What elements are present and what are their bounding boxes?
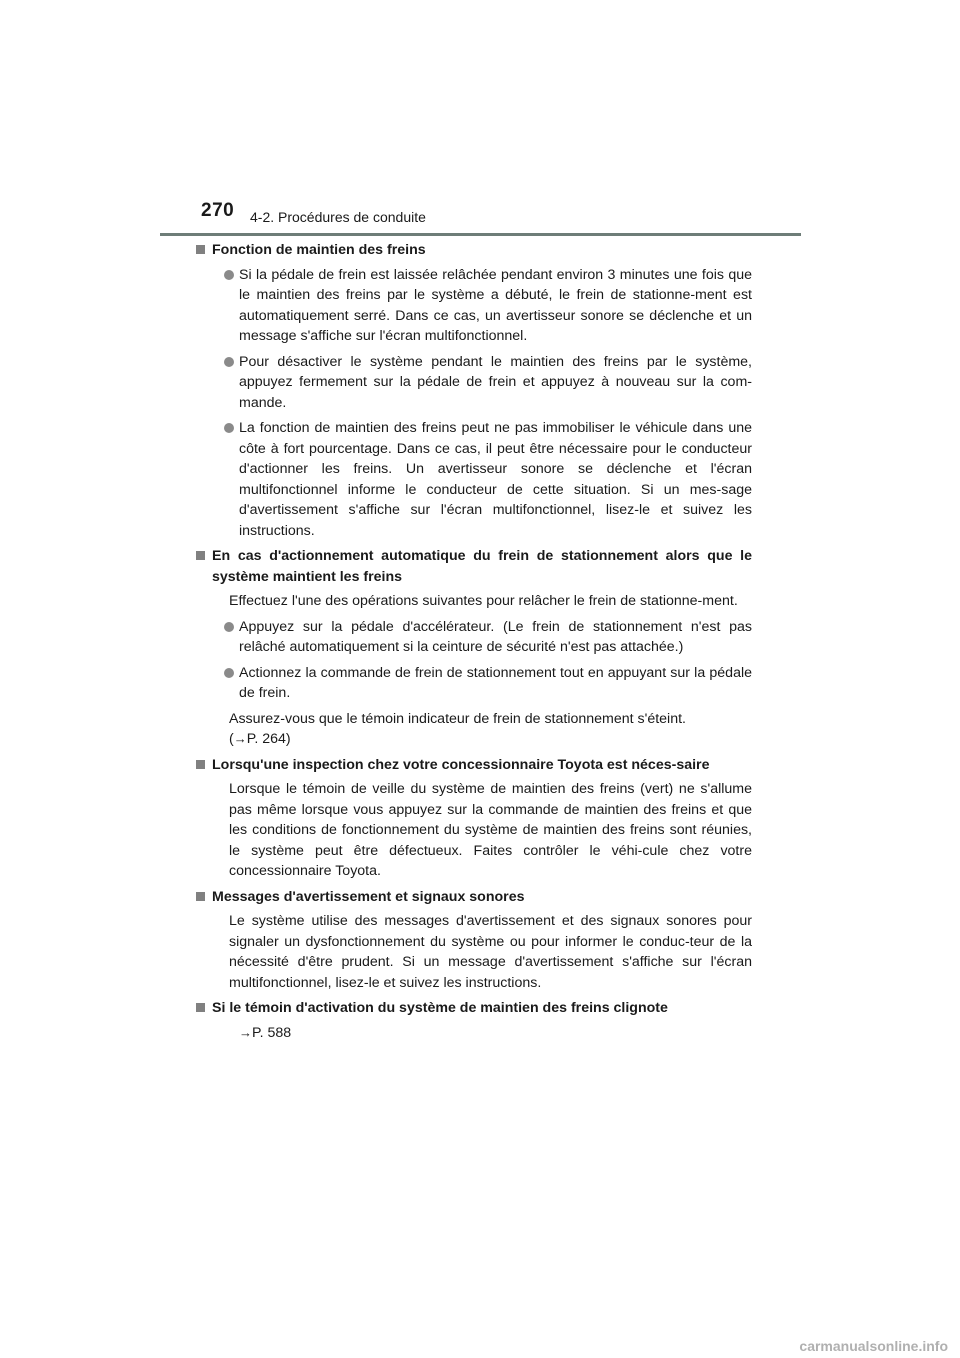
section-heading bbox=[196, 887, 752, 908]
header-divider bbox=[160, 233, 801, 236]
arrow-right-icon: → bbox=[239, 1024, 252, 1040]
page-reference[interactable] bbox=[229, 731, 291, 747]
paragraph-text: Assurez-vous que le témoin indicateur de frein de stationnement s'éteint. bbox=[229, 710, 686, 727]
ref-text: P. 264) bbox=[246, 731, 291, 747]
ref-text: P. 588 bbox=[252, 1024, 292, 1041]
list-item bbox=[196, 352, 752, 414]
list-item-text: Si la pédale de frein est laissée relâchée pendant environ 3 minutes une fois que le maintien des freins par le système a débuté, le frein de stationne-ment est automatiquement serré. Dans ce cas, un avertisseur sonore se déclenche et un message s'affiche sur l'écran multifonctionnel. bbox=[239, 266, 752, 344]
list-item bbox=[196, 265, 752, 347]
list-item-text: Appuyez sur la pédale d'accélérateur. (Le frein de stationnement n'est pas relâché automatiquement si la ceinture de sécurité n'est pas attachée.) bbox=[239, 618, 752, 655]
circle-bullet-icon bbox=[224, 622, 234, 632]
circle-bullet-icon bbox=[224, 270, 234, 280]
square-bullet-icon bbox=[196, 1003, 205, 1012]
section-heading bbox=[196, 998, 752, 1019]
list-item bbox=[196, 663, 752, 704]
heading-text: Si le témoin d'activation du système de maintien des freins clignote bbox=[212, 1000, 668, 1016]
paragraph: Lorsque le témoin de veille du système de maintien des freins (vert) ne s'allume pas même lorsque vous appuyez sur la commande de maintien des freins et que les conditions de fonctionnement du système de maintien des freins sont réunies, le système peut être défectueux. Faites contrôler le véhi-cule chez votre concessionnaire Toyota. bbox=[229, 781, 752, 879]
circle-bullet-icon bbox=[224, 423, 234, 433]
heading-text: Messages d'avertissement et signaux sonores bbox=[212, 888, 525, 905]
list-item-text: La fonction de maintien des freins peut ne pas immobiliser le véhicule dans une côte à fort pourcentage. Dans ce cas, il peut être nécessaire pour le conducteur d'actionner les freins. Un avertisseur sonore se déclenche et l'écran multifonctionnel informe le conducteur de cette situation. Si un mes-sage d'avertissement s'affiche sur l'écran multifonctionnel, lisez-le et suivez les instructions. bbox=[239, 420, 752, 539]
paragraph: Effectuez l'une des opérations suivantes pour relâcher le frein de stationne-ment. bbox=[229, 593, 738, 609]
list-item bbox=[196, 418, 752, 541]
heading-text: En cas d'actionnement automatique du frein de stationnement alors que le système maintient les freins bbox=[212, 548, 752, 585]
square-bullet-icon bbox=[196, 551, 205, 560]
paragraph bbox=[196, 709, 752, 750]
watermark: carmanualsonline.info bbox=[799, 1338, 948, 1354]
section-heading bbox=[196, 546, 752, 587]
square-bullet-icon bbox=[196, 892, 205, 901]
heading-text: Fonction de maintien des freins bbox=[212, 242, 426, 258]
section-title: 4-2. Procédures de conduite bbox=[250, 209, 426, 225]
list-item-text: Actionnez la commande de frein de stationnement tout en appuyant sur la pédale de frein. bbox=[239, 664, 752, 701]
square-bullet-icon bbox=[196, 760, 205, 769]
section-heading bbox=[196, 240, 752, 261]
circle-bullet-icon bbox=[224, 357, 234, 367]
list-item-text: Pour désactiver le système pendant le maintien des freins par le système, appuyez fermement sur la pédale de frein et appuyez à nouveau sur la com-mande. bbox=[239, 353, 752, 411]
paragraph: Le système utilise des messages d'avertissement et des signaux sonores pour signaler un dysfonctionnement du système ou pour informer le conduc-teur de la nécessité d'être prudent. Si un message d'avertissement s'affiche sur l'écran multifonctionnel, lisez-le et suivez les instructions. bbox=[229, 913, 752, 991]
page-reference[interactable] bbox=[196, 1023, 752, 1044]
page-number: 270 bbox=[201, 200, 235, 221]
list-item bbox=[196, 617, 752, 658]
heading-text: Lorsqu'une inspection chez votre concessionnaire Toyota est néces-saire bbox=[212, 756, 710, 773]
square-bullet-icon bbox=[196, 245, 205, 254]
ref-paren: ( bbox=[229, 731, 234, 747]
arrow-right-icon: → bbox=[233, 731, 247, 746]
page-content bbox=[196, 240, 752, 1043]
circle-bullet-icon bbox=[224, 668, 234, 678]
section-heading bbox=[196, 755, 752, 776]
